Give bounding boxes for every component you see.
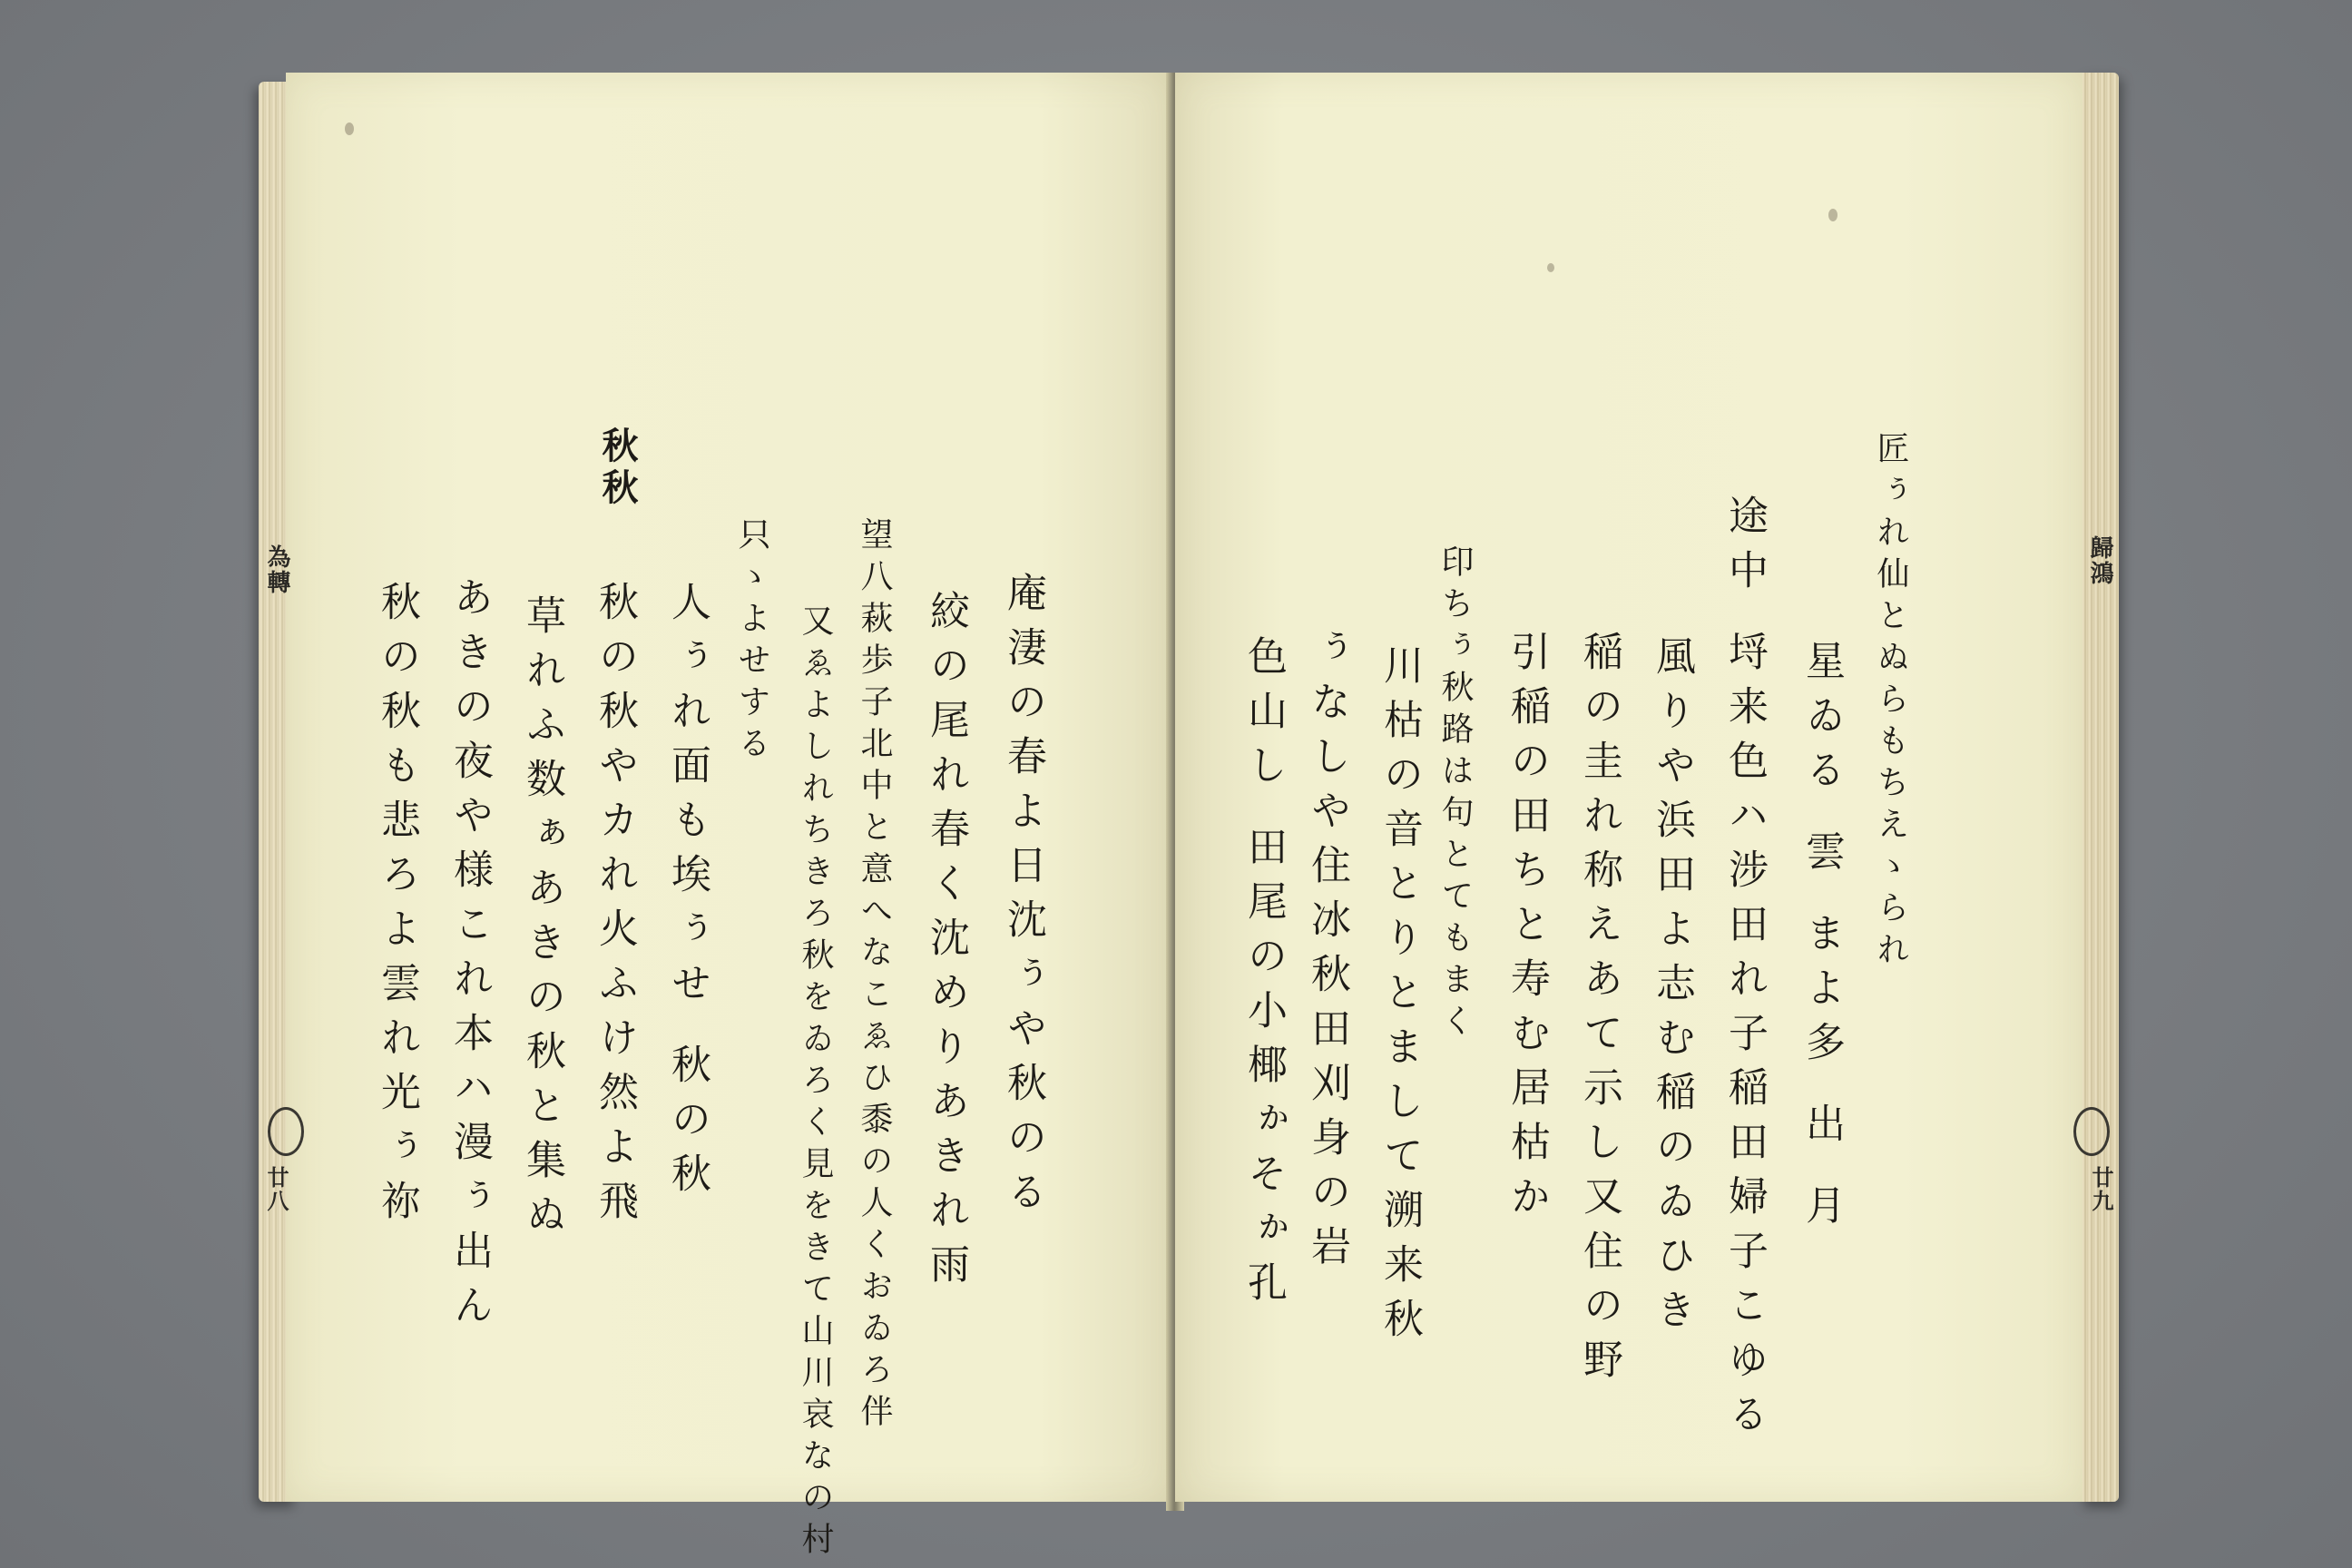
ink-smudge (345, 122, 354, 135)
text-column-right-6: 稲の圭れ称えあて示し又住の野 (1576, 631, 1622, 1393)
text-column-left-10: 庵淒の春よ日沈ぅや秋のる (1000, 572, 1046, 1225)
text-column-right-3: 川枯の音とりとまして溯来秋 (1377, 644, 1423, 1352)
open-book (259, 73, 2119, 1563)
text-column-right-8: 途中 埒来色ハ涉田れ子稲田婦子こゆる (1721, 495, 1768, 1447)
left-edge-circle (268, 1107, 304, 1156)
text-column-left-9: 絞の尾れ春く沈めりあきれ雨 (923, 590, 969, 1298)
ink-smudge (1828, 209, 1838, 221)
left-edge-label: 為轉 (263, 544, 290, 595)
left-page-number: 廿八 (263, 1166, 289, 1213)
section-heading-left: 秋秋 (596, 426, 639, 510)
text-column-right-4: 印ちぅ秋路は句とてもまく (1436, 544, 1474, 1045)
text-column-left-4: 秋の秋やカれ火ふけ然よ飛 (592, 581, 638, 1234)
right-page-number: 廿九 (2088, 1166, 2114, 1213)
ink-smudge (1547, 263, 1554, 272)
text-column-left-2: あきの夜や様これ本ハ漫ぅ出ん (446, 576, 493, 1338)
text-column-right-1: 色山し 田尾の小椰ゕそゕ孔 (1240, 635, 1287, 1316)
text-column-right-5: 引稲の田ちと寿む居枯か (1504, 631, 1550, 1230)
text-column-right-2: ぅなしや住冰秋田刈身の岩 (1304, 626, 1350, 1279)
text-column-left-3: 草れふ数ぁあきの秋と集ぬ (519, 594, 565, 1248)
right-edge-circle (2073, 1107, 2110, 1156)
text-column-left-7: 又ゑよしれちきろ秋をゐろく見をきて山川哀なの村 (797, 603, 834, 1563)
text-column-right-10: 匠ぅれ仙とぬらもちえゝられ (1872, 431, 1909, 974)
right-edge-label: 歸鴻 (2086, 535, 2113, 586)
right-page (1175, 73, 2082, 1502)
text-column-left-5: 人ぅれ面も埃ぅせ 秋の秋 (664, 581, 710, 1207)
text-column-left-6: 只ゝよせする (733, 517, 770, 768)
text-column-left-8: 望八萩歩子北中と意へなこゑひ黍の人くおゐろ伴 (856, 517, 893, 1436)
text-column-right-7: 風りや浜田よ志む稲のゐひき (1649, 635, 1695, 1343)
text-column-right-9: 星ゐる 雲 まよ多 出 月 (1798, 640, 1845, 1239)
left-page (286, 73, 1171, 1563)
text-column-left-1: 秋の秋も悲ろよ雲れ光ぅ祢 (374, 581, 420, 1234)
right-page-edges (2081, 73, 2119, 1502)
